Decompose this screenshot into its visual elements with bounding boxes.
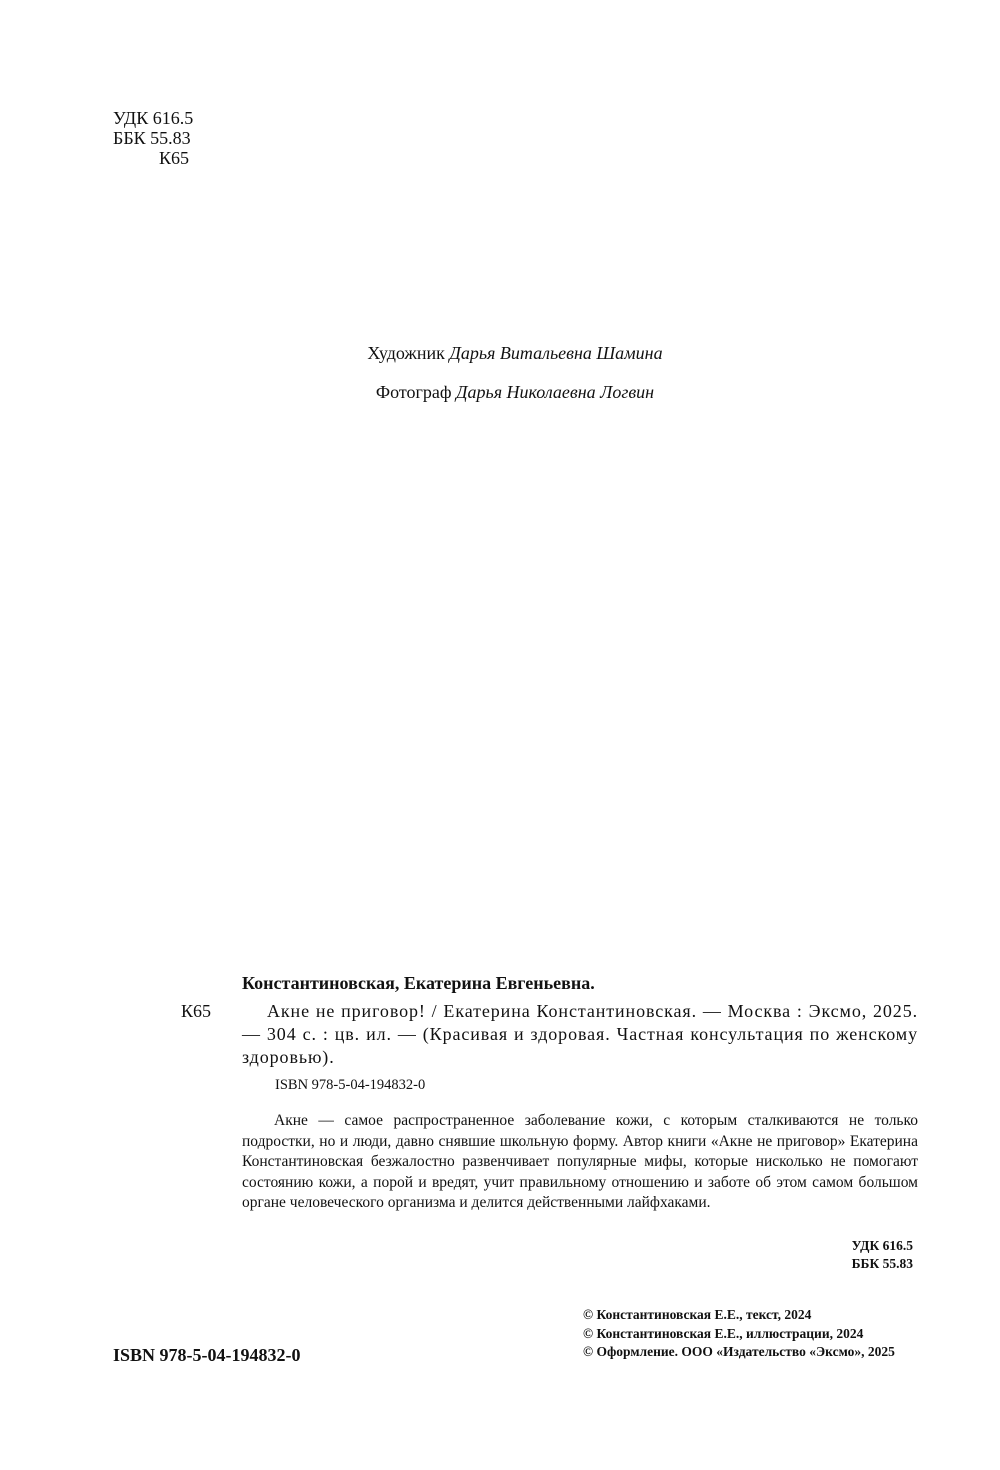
photographer-credit: [0, 382, 1000, 403]
catalog-udk: УДК 616.5: [851, 1238, 913, 1253]
classification-codes-top: [113, 108, 193, 168]
catalog-bibliographic-description: Акне не приговор! / Екатерина Константиновская. — Москва : Эксмо, 2025. — 304 с. : цв. ил. — (Красивая и здоровая. Частная консультация по женскому здоровью).: [242, 1001, 918, 1067]
catalog-isbn: ISBN 978-5-04-194832-0: [275, 1077, 426, 1093]
photographer-role: Фотограф: [375, 382, 452, 402]
author-mark: К65: [159, 148, 190, 168]
artist-name: Дарья Витальевна Шамина: [449, 343, 663, 363]
copyright-illustrations: © Константиновская Е.Е., иллюстрации, 2024: [583, 1325, 864, 1341]
copyright-block: [583, 1306, 895, 1362]
udk-code: УДК 616.5: [113, 108, 194, 128]
classification-codes-bottom: [852, 1237, 913, 1273]
artist-credit: [0, 343, 1000, 364]
catalog-author-heading: Константиновская, Екатерина Евгеньевна.: [242, 973, 595, 993]
copyright-design: © Оформление. ООО «Издательство «Эксмо», 2025: [583, 1344, 895, 1359]
photographer-name: Дарья Николаевна Логвин: [456, 382, 655, 402]
catalog-author-mark: К65: [181, 1001, 212, 1021]
copyright-text: © Константиновская Е.Е., текст, 2024: [583, 1307, 812, 1322]
catalog-annotation: Акне — самое распространенное заболевание кожи, с которым сталкиваются не только подростки, но и люди, давно снявшие школьную форму. Автор книги «Акне не приговор» Екатерина Константиновская безжалостно развенчивает популярные мифы, которые нисколько не помогают состоянию кожи, а порой и вредят, учит правильному отношению и заботе об этом самом большом органе человеческого организма и делится действенными лайфхаками.: [242, 1112, 918, 1211]
catalog-bbk: ББК 55.83: [851, 1256, 913, 1271]
artist-role: Художник: [367, 343, 445, 363]
isbn-main: ISBN 978-5-04-194832-0: [113, 1345, 301, 1365]
bbk-code: ББК 55.83: [113, 128, 191, 148]
